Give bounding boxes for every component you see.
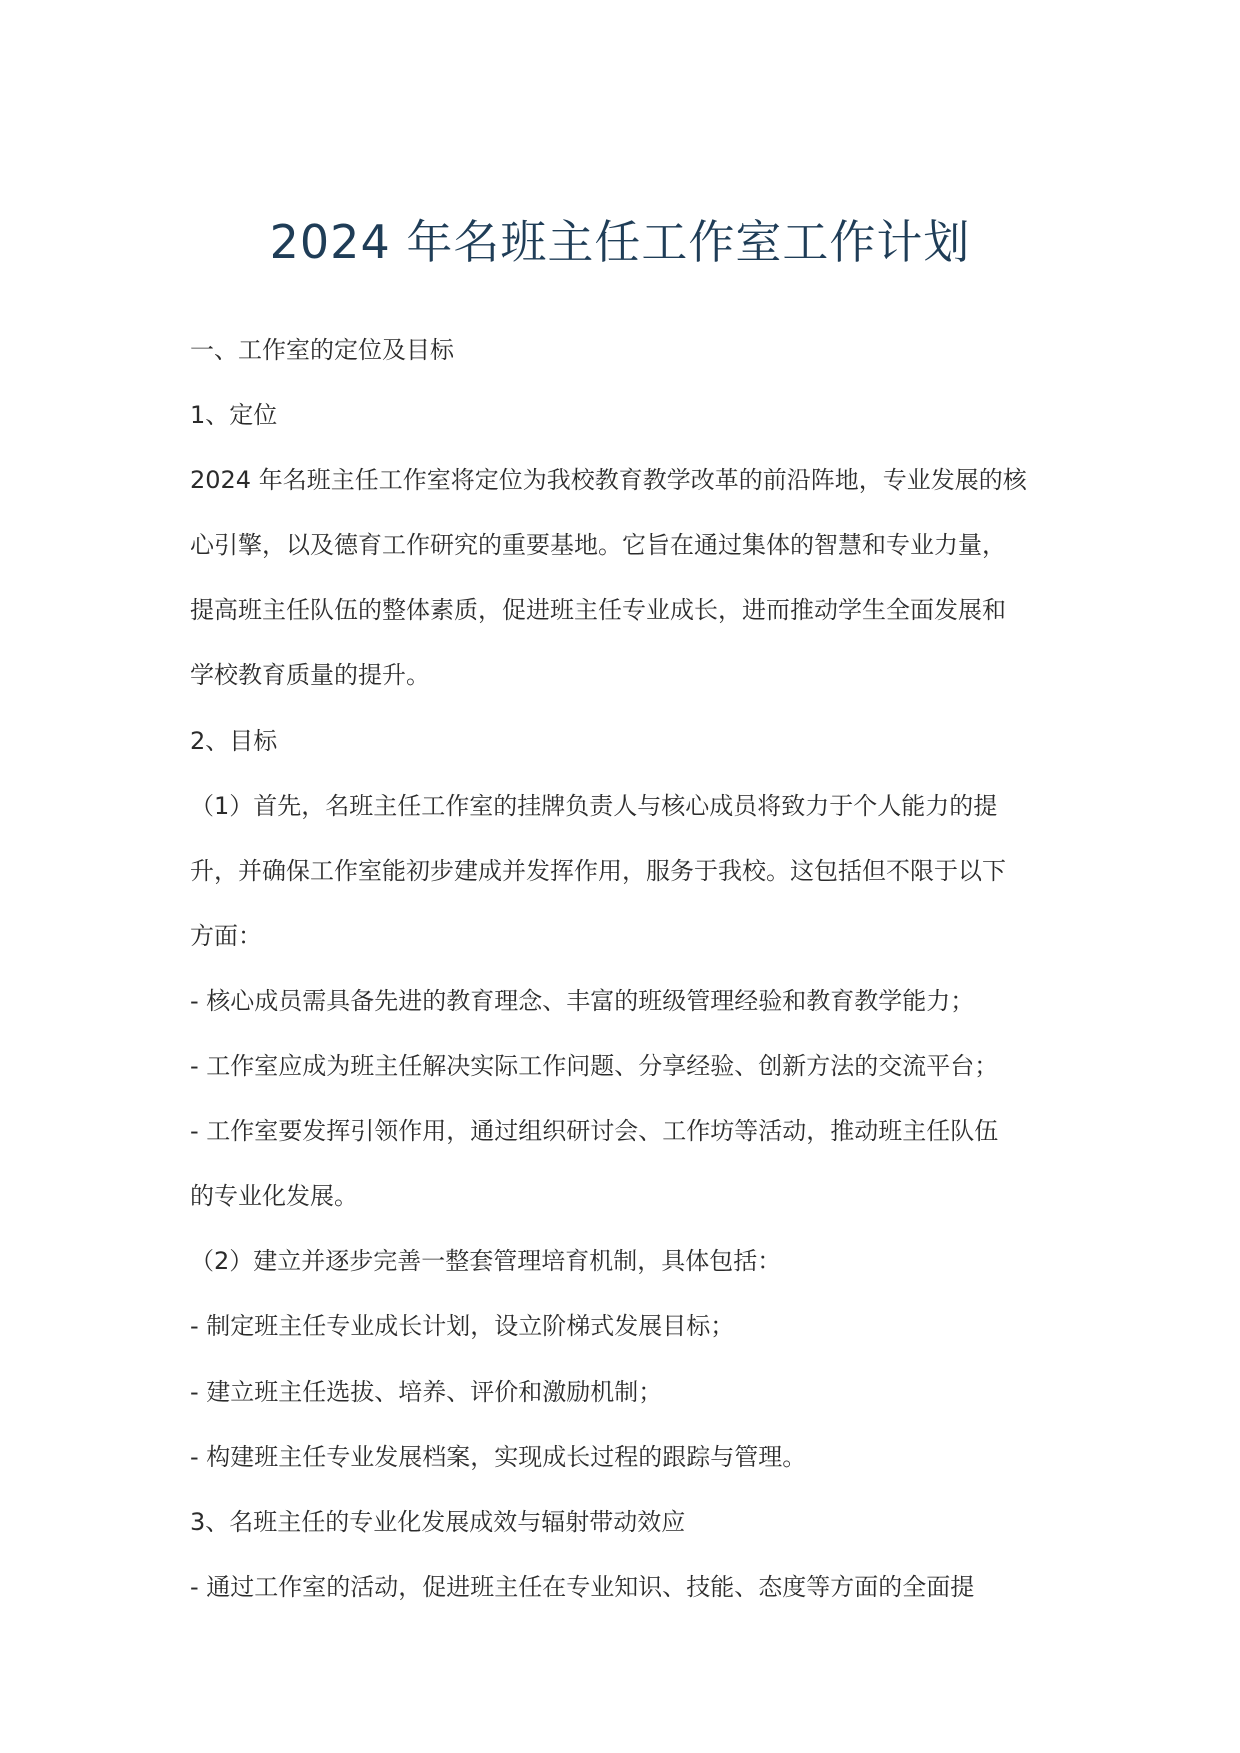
paragraph-line: 2024 年名班主任工作室将定位为我校教育教学改革的前沿阵地，专业发展的核 xyxy=(190,466,1027,495)
paragraph-line: 升，并确保工作室能初步建成并发挥作用，服务于我校。这包括但不限于以下 xyxy=(190,856,1006,885)
list-item: - 核心成员需具备先进的教育理念、丰富的班级管理经验和教育教学能力； xyxy=(190,986,975,1015)
paragraph-line: （2）建立并逐步完善一整套管理培育机制，具体包括： xyxy=(190,1247,782,1276)
list-item: - 工作室应成为班主任解决实际工作问题、分享经验、创新方法的交流平台； xyxy=(190,1052,999,1081)
list-item: - 构建班主任专业发展档案，实现成长过程的跟踪与管理。 xyxy=(190,1442,807,1471)
subsection-heading: 1、定位 xyxy=(190,401,278,430)
paragraph-line: （1）首先，名班主任工作室的挂牌负责人与核心成员将致力于个人能力的提 xyxy=(190,791,998,820)
document-body xyxy=(190,318,1070,1620)
list-item: - 建立班主任选拔、培养、评价和激励机制； xyxy=(190,1377,663,1406)
paragraph-line: 学校教育质量的提升。 xyxy=(190,661,430,690)
list-item: - 制定班主任专业成长计划，设立阶梯式发展目标； xyxy=(190,1312,735,1341)
list-item: - 通过工作室的活动，促进班主任在专业知识、技能、态度等方面的全面提 xyxy=(190,1572,975,1601)
list-item: - 工作室要发挥引领作用，通过组织研讨会、工作坊等活动，推动班主任队伍 xyxy=(190,1117,999,1146)
subsection-heading: 3、名班主任的专业化发展成效与辐射带动效应 xyxy=(190,1507,686,1536)
subsection-heading: 2、目标 xyxy=(190,726,278,755)
document-title: 2024 年名班主任工作室工作计划 xyxy=(269,215,971,269)
paragraph-line: 方面： xyxy=(190,921,262,950)
section-heading: 一、工作室的定位及目标 xyxy=(190,336,454,364)
paragraph-line: 提高班主任队伍的整体素质，促进班主任专业成长，进而推动学生全面发展和 xyxy=(190,596,1006,625)
list-item-continuation: 的专业化发展。 xyxy=(190,1182,358,1211)
paragraph-line: 心引擎，以及德育工作研究的重要基地。它旨在通过集体的智慧和专业力量， xyxy=(190,531,1006,560)
